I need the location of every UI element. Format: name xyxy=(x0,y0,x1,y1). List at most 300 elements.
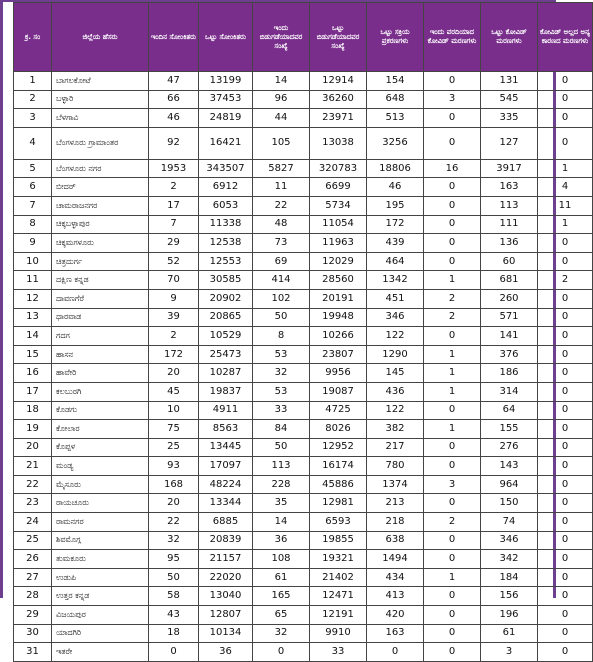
total-deaths-cell: 141 xyxy=(481,327,538,346)
total-cases-cell: 6912 xyxy=(199,178,253,197)
total-deaths-cell: 131 xyxy=(481,72,538,91)
serial-cell: 2 xyxy=(14,90,52,109)
active-cases-cell: 464 xyxy=(367,252,424,271)
table-row xyxy=(14,531,593,550)
today-discharged-cell: 113 xyxy=(253,457,310,476)
today-deaths-cell: 0 xyxy=(424,109,481,128)
today-discharged-cell: 105 xyxy=(253,127,310,159)
district-cell: ಕಲಬುರಗಿ xyxy=(52,382,149,401)
today-cases-cell: 168 xyxy=(149,475,199,494)
total-discharged-cell: 13038 xyxy=(310,127,367,159)
non-covid-deaths-cell: 0 xyxy=(538,531,593,550)
total-discharged-cell: 19087 xyxy=(310,382,367,401)
today-cases-cell: 7 xyxy=(149,215,199,234)
total-discharged-cell: 36260 xyxy=(310,90,367,109)
serial-cell: 15 xyxy=(14,345,52,364)
total-deaths-cell: 60 xyxy=(481,252,538,271)
total-cases-cell: 6885 xyxy=(199,513,253,532)
header-serial: ಕ್ರ. ಸಂ xyxy=(14,3,52,72)
active-cases-cell: 218 xyxy=(367,513,424,532)
active-cases-cell: 638 xyxy=(367,531,424,550)
today-deaths-cell: 2 xyxy=(424,308,481,327)
total-deaths-cell: 681 xyxy=(481,271,538,290)
today-cases-cell: 45 xyxy=(149,382,199,401)
table-row xyxy=(14,438,593,457)
today-deaths-cell: 0 xyxy=(424,550,481,569)
active-cases-cell: 439 xyxy=(367,234,424,253)
today-deaths-cell: 0 xyxy=(424,234,481,253)
district-cell: ರಾಮನಗರ xyxy=(52,513,149,532)
total-cases-cell: 13199 xyxy=(199,72,253,91)
today-deaths-cell: 0 xyxy=(424,624,481,643)
total-deaths-cell: 61 xyxy=(481,624,538,643)
serial-cell: 11 xyxy=(14,271,52,290)
total-cases-cell: 10134 xyxy=(199,624,253,643)
district-cell: ರಾಯಚೂರು xyxy=(52,494,149,513)
total-cases-cell: 12807 xyxy=(199,606,253,625)
today-discharged-cell: 48 xyxy=(253,215,310,234)
today-cases-cell: 46 xyxy=(149,109,199,128)
district-cell: ಬೆಂಗಳೂರು ನಗರ xyxy=(52,159,149,178)
total-deaths-cell: 196 xyxy=(481,606,538,625)
today-discharged-cell: 36 xyxy=(253,531,310,550)
header-today-deaths: ಇಂದು ವರದಿಯಾದ ಕೋವಿಡ್ ಮರಣಗಳು xyxy=(424,3,481,72)
non-covid-deaths-cell: 0 xyxy=(538,457,593,476)
table-row xyxy=(14,215,593,234)
today-deaths-cell: 3 xyxy=(424,90,481,109)
total-cases-cell: 25473 xyxy=(199,345,253,364)
active-cases-cell: 1494 xyxy=(367,550,424,569)
today-cases-cell: 20 xyxy=(149,494,199,513)
today-cases-cell: 52 xyxy=(149,252,199,271)
serial-cell: 19 xyxy=(14,420,52,439)
total-deaths-cell: 113 xyxy=(481,196,538,215)
total-cases-cell: 11338 xyxy=(199,215,253,234)
today-discharged-cell: 102 xyxy=(253,289,310,308)
total-discharged-cell: 9956 xyxy=(310,364,367,383)
non-covid-deaths-cell: 0 xyxy=(538,401,593,420)
active-cases-cell: 382 xyxy=(367,420,424,439)
active-cases-cell: 451 xyxy=(367,289,424,308)
serial-cell: 14 xyxy=(14,327,52,346)
header-total-discharged: ಒಟ್ಟು ಬಿಡುಗಡೆಯಾದವರ ಸಂಖ್ಯೆ xyxy=(310,3,367,72)
total-deaths-cell: 184 xyxy=(481,568,538,587)
district-cell: ತುಮಕೂರು xyxy=(52,550,149,569)
today-cases-cell: 22 xyxy=(149,513,199,532)
table-row xyxy=(14,587,593,606)
non-covid-deaths-cell: 0 xyxy=(538,289,593,308)
header-non-covid-deaths: ಕೋವಿಡ್ ಅಲ್ಲದ ಅನ್ಯ ಕಾರಣದ ಮರಣಗಳು xyxy=(538,3,593,72)
serial-cell: 25 xyxy=(14,531,52,550)
total-cases-cell: 343507 xyxy=(199,159,253,178)
district-cell: ಬೀದರ್ xyxy=(52,178,149,197)
today-discharged-cell: 33 xyxy=(253,401,310,420)
today-deaths-cell: 0 xyxy=(424,127,481,159)
serial-cell: 20 xyxy=(14,438,52,457)
today-discharged-cell: 50 xyxy=(253,308,310,327)
serial-cell: 23 xyxy=(14,494,52,513)
today-discharged-cell: 8 xyxy=(253,327,310,346)
total-cases-cell: 36 xyxy=(199,643,253,662)
today-cases-cell: 9 xyxy=(149,289,199,308)
header-today-discharged: ಇಂದು ಬಿಡುಗಡೆಯಾದವರ ಸಂಖ್ಯೆ xyxy=(253,3,310,72)
total-discharged-cell: 19948 xyxy=(310,308,367,327)
active-cases-cell: 648 xyxy=(367,90,424,109)
active-cases-cell: 420 xyxy=(367,606,424,625)
total-cases-cell: 12538 xyxy=(199,234,253,253)
total-cases-cell: 30585 xyxy=(199,271,253,290)
district-covid-table xyxy=(13,2,593,662)
serial-cell: 21 xyxy=(14,457,52,476)
district-cell: ಚಿಕ್ಕಬಳ್ಳಾಪುರ xyxy=(52,215,149,234)
total-discharged-cell: 11054 xyxy=(310,215,367,234)
serial-cell: 24 xyxy=(14,513,52,532)
total-deaths-cell: 186 xyxy=(481,364,538,383)
total-deaths-cell: 545 xyxy=(481,90,538,109)
table-row xyxy=(14,72,593,91)
total-deaths-cell: 260 xyxy=(481,289,538,308)
today-deaths-cell: 1 xyxy=(424,420,481,439)
non-covid-deaths-cell: 0 xyxy=(538,308,593,327)
total-deaths-cell: 571 xyxy=(481,308,538,327)
today-deaths-cell: 0 xyxy=(424,606,481,625)
serial-cell: 10 xyxy=(14,252,52,271)
district-cell: ವಿಜಯಪುರ xyxy=(52,606,149,625)
serial-cell: 12 xyxy=(14,289,52,308)
serial-cell: 5 xyxy=(14,159,52,178)
non-covid-deaths-cell: 4 xyxy=(538,178,593,197)
today-discharged-cell: 96 xyxy=(253,90,310,109)
today-deaths-cell: 1 xyxy=(424,364,481,383)
today-deaths-cell: 0 xyxy=(424,215,481,234)
today-discharged-cell: 35 xyxy=(253,494,310,513)
table-row xyxy=(14,252,593,271)
today-discharged-cell: 53 xyxy=(253,382,310,401)
total-cases-cell: 37453 xyxy=(199,90,253,109)
table-row xyxy=(14,457,593,476)
today-cases-cell: 172 xyxy=(149,345,199,364)
total-deaths-cell: 314 xyxy=(481,382,538,401)
non-covid-deaths-cell: 11 xyxy=(538,196,593,215)
total-cases-cell: 48224 xyxy=(199,475,253,494)
non-covid-deaths-cell: 1 xyxy=(538,215,593,234)
table-row xyxy=(14,475,593,494)
total-discharged-cell: 4725 xyxy=(310,401,367,420)
total-deaths-cell: 64 xyxy=(481,401,538,420)
total-deaths-cell: 376 xyxy=(481,345,538,364)
table-row xyxy=(14,127,593,159)
district-cell: ಬೆಂಗಳೂರು ಗ್ರಾಮಾಂತರ xyxy=(52,127,149,159)
district-cell: ಶಿವಮೊಗ್ಗ xyxy=(52,531,149,550)
active-cases-cell: 1290 xyxy=(367,345,424,364)
non-covid-deaths-cell: 0 xyxy=(538,420,593,439)
district-cell: ಮಂಡ್ಯ xyxy=(52,457,149,476)
today-cases-cell: 1953 xyxy=(149,159,199,178)
total-cases-cell: 20839 xyxy=(199,531,253,550)
total-deaths-cell: 74 xyxy=(481,513,538,532)
serial-cell: 1 xyxy=(14,72,52,91)
total-cases-cell: 13040 xyxy=(199,587,253,606)
table-row xyxy=(14,308,593,327)
today-deaths-cell: 2 xyxy=(424,513,481,532)
today-discharged-cell: 73 xyxy=(253,234,310,253)
total-discharged-cell: 9910 xyxy=(310,624,367,643)
district-cell: ಕೊಪ್ಪಳ xyxy=(52,438,149,457)
serial-cell: 6 xyxy=(14,178,52,197)
table-row xyxy=(14,159,593,178)
today-discharged-cell: 5827 xyxy=(253,159,310,178)
active-cases-cell: 213 xyxy=(367,494,424,513)
non-covid-deaths-cell: 0 xyxy=(538,234,593,253)
district-cell: ಇತರೇ xyxy=(52,643,149,662)
total-deaths-cell: 276 xyxy=(481,438,538,457)
district-cell: ದಕ್ಷಿಣ ಕನ್ನಡ xyxy=(52,271,149,290)
today-discharged-cell: 69 xyxy=(253,252,310,271)
total-discharged-cell: 19321 xyxy=(310,550,367,569)
table-row xyxy=(14,401,593,420)
district-cell: ಮೈಸೂರು xyxy=(52,475,149,494)
non-covid-deaths-cell: 0 xyxy=(538,568,593,587)
today-discharged-cell: 11 xyxy=(253,178,310,197)
today-cases-cell: 66 xyxy=(149,90,199,109)
table-row xyxy=(14,643,593,662)
header-row xyxy=(14,3,593,72)
total-cases-cell: 20865 xyxy=(199,308,253,327)
total-discharged-cell: 16174 xyxy=(310,457,367,476)
total-deaths-cell: 3 xyxy=(481,643,538,662)
today-deaths-cell: 16 xyxy=(424,159,481,178)
non-covid-deaths-cell: 0 xyxy=(538,606,593,625)
table-row xyxy=(14,289,593,308)
today-discharged-cell: 61 xyxy=(253,568,310,587)
non-covid-deaths-cell: 0 xyxy=(538,72,593,91)
today-deaths-cell: 2 xyxy=(424,289,481,308)
total-cases-cell: 20902 xyxy=(199,289,253,308)
table-row xyxy=(14,420,593,439)
non-covid-deaths-cell: 0 xyxy=(538,382,593,401)
serial-cell: 27 xyxy=(14,568,52,587)
total-discharged-cell: 20191 xyxy=(310,289,367,308)
active-cases-cell: 195 xyxy=(367,196,424,215)
today-cases-cell: 75 xyxy=(149,420,199,439)
total-deaths-cell: 155 xyxy=(481,420,538,439)
total-deaths-cell: 342 xyxy=(481,550,538,569)
today-deaths-cell: 0 xyxy=(424,401,481,420)
total-discharged-cell: 21402 xyxy=(310,568,367,587)
district-cell: ಹಾವೇರಿ xyxy=(52,364,149,383)
total-deaths-cell: 143 xyxy=(481,457,538,476)
total-cases-cell: 19837 xyxy=(199,382,253,401)
active-cases-cell: 436 xyxy=(367,382,424,401)
non-covid-deaths-cell: 0 xyxy=(538,127,593,159)
today-discharged-cell: 228 xyxy=(253,475,310,494)
table-row xyxy=(14,271,593,290)
table-row xyxy=(14,345,593,364)
today-discharged-cell: 65 xyxy=(253,606,310,625)
today-cases-cell: 93 xyxy=(149,457,199,476)
active-cases-cell: 172 xyxy=(367,215,424,234)
serial-cell: 8 xyxy=(14,215,52,234)
total-cases-cell: 16421 xyxy=(199,127,253,159)
total-deaths-cell: 163 xyxy=(481,178,538,197)
total-discharged-cell: 10266 xyxy=(310,327,367,346)
active-cases-cell: 217 xyxy=(367,438,424,457)
table-row xyxy=(14,196,593,215)
today-deaths-cell: 0 xyxy=(424,196,481,215)
today-cases-cell: 95 xyxy=(149,550,199,569)
today-cases-cell: 50 xyxy=(149,568,199,587)
total-deaths-cell: 150 xyxy=(481,494,538,513)
table-row xyxy=(14,550,593,569)
today-cases-cell: 18 xyxy=(149,624,199,643)
district-cell: ದಾವಣಗೆರೆ xyxy=(52,289,149,308)
district-cell: ಬಳ್ಳಾರಿ xyxy=(52,90,149,109)
total-cases-cell: 17097 xyxy=(199,457,253,476)
today-discharged-cell: 14 xyxy=(253,513,310,532)
district-cell: ಉಡುಪಿ xyxy=(52,568,149,587)
active-cases-cell: 0 xyxy=(367,643,424,662)
serial-cell: 17 xyxy=(14,382,52,401)
non-covid-deaths-cell: 0 xyxy=(538,587,593,606)
table-row xyxy=(14,364,593,383)
today-discharged-cell: 108 xyxy=(253,550,310,569)
today-discharged-cell: 22 xyxy=(253,196,310,215)
today-cases-cell: 29 xyxy=(149,234,199,253)
total-discharged-cell: 8026 xyxy=(310,420,367,439)
total-cases-cell: 4911 xyxy=(199,401,253,420)
district-cell: ಚಾಮರಾಜನಗರ xyxy=(52,196,149,215)
serial-cell: 7 xyxy=(14,196,52,215)
active-cases-cell: 513 xyxy=(367,109,424,128)
total-discharged-cell: 28560 xyxy=(310,271,367,290)
today-deaths-cell: 0 xyxy=(424,457,481,476)
header-active-cases: ಒಟ್ಟು ಸಕ್ರಿಯ ಪ್ರಕರಣಗಳು xyxy=(367,3,424,72)
serial-cell: 28 xyxy=(14,587,52,606)
total-discharged-cell: 45886 xyxy=(310,475,367,494)
active-cases-cell: 154 xyxy=(367,72,424,91)
today-discharged-cell: 0 xyxy=(253,643,310,662)
today-deaths-cell: 1 xyxy=(424,382,481,401)
today-deaths-cell: 0 xyxy=(424,494,481,513)
today-deaths-cell: 0 xyxy=(424,438,481,457)
total-cases-cell: 6053 xyxy=(199,196,253,215)
total-deaths-cell: 136 xyxy=(481,234,538,253)
active-cases-cell: 46 xyxy=(367,178,424,197)
total-deaths-cell: 335 xyxy=(481,109,538,128)
table-row xyxy=(14,624,593,643)
district-cell: ಬೆಳಗಾವಿ xyxy=(52,109,149,128)
total-deaths-cell: 156 xyxy=(481,587,538,606)
active-cases-cell: 1374 xyxy=(367,475,424,494)
today-cases-cell: 17 xyxy=(149,196,199,215)
district-cell: ಕೊಡಗು xyxy=(52,401,149,420)
serial-cell: 18 xyxy=(14,401,52,420)
total-discharged-cell: 12952 xyxy=(310,438,367,457)
serial-cell: 4 xyxy=(14,127,52,159)
table-row xyxy=(14,178,593,197)
today-discharged-cell: 53 xyxy=(253,345,310,364)
today-cases-cell: 10 xyxy=(149,401,199,420)
non-covid-deaths-cell: 1 xyxy=(538,159,593,178)
non-covid-deaths-cell: 0 xyxy=(538,364,593,383)
total-deaths-cell: 3917 xyxy=(481,159,538,178)
non-covid-deaths-cell: 0 xyxy=(538,475,593,494)
total-deaths-cell: 111 xyxy=(481,215,538,234)
serial-cell: 9 xyxy=(14,234,52,253)
today-discharged-cell: 165 xyxy=(253,587,310,606)
today-cases-cell: 47 xyxy=(149,72,199,91)
today-deaths-cell: 0 xyxy=(424,72,481,91)
total-cases-cell: 13344 xyxy=(199,494,253,513)
today-cases-cell: 92 xyxy=(149,127,199,159)
non-covid-deaths-cell: 0 xyxy=(538,109,593,128)
district-cell: ಕೋಲಾರ xyxy=(52,420,149,439)
serial-cell: 26 xyxy=(14,550,52,569)
table-row xyxy=(14,494,593,513)
today-cases-cell: 2 xyxy=(149,327,199,346)
header-total-deaths: ಒಟ್ಟು ಕೋವಿಡ್ ಮರಣಗಳು xyxy=(481,3,538,72)
non-covid-deaths-cell: 0 xyxy=(538,327,593,346)
table-row xyxy=(14,568,593,587)
today-deaths-cell: 1 xyxy=(424,345,481,364)
serial-cell: 3 xyxy=(14,109,52,128)
today-deaths-cell: 0 xyxy=(424,643,481,662)
non-covid-deaths-cell: 0 xyxy=(538,90,593,109)
active-cases-cell: 1342 xyxy=(367,271,424,290)
today-cases-cell: 70 xyxy=(149,271,199,290)
active-cases-cell: 780 xyxy=(367,457,424,476)
active-cases-cell: 346 xyxy=(367,308,424,327)
active-cases-cell: 18806 xyxy=(367,159,424,178)
non-covid-deaths-cell: 0 xyxy=(538,438,593,457)
active-cases-cell: 3256 xyxy=(367,127,424,159)
district-cell: ಧಾರವಾಡ xyxy=(52,308,149,327)
active-cases-cell: 434 xyxy=(367,568,424,587)
today-deaths-cell: 0 xyxy=(424,531,481,550)
non-covid-deaths-cell: 0 xyxy=(538,624,593,643)
today-deaths-cell: 0 xyxy=(424,587,481,606)
today-cases-cell: 25 xyxy=(149,438,199,457)
header-district: ಜಿಲ್ಲೆಯ ಹೆಸರು xyxy=(52,3,149,72)
serial-cell: 30 xyxy=(14,624,52,643)
today-deaths-cell: 1 xyxy=(424,271,481,290)
table-row xyxy=(14,109,593,128)
today-deaths-cell: 3 xyxy=(424,475,481,494)
active-cases-cell: 413 xyxy=(367,587,424,606)
today-deaths-cell: 0 xyxy=(424,178,481,197)
total-cases-cell: 8563 xyxy=(199,420,253,439)
total-discharged-cell: 12981 xyxy=(310,494,367,513)
table-row xyxy=(14,327,593,346)
non-covid-deaths-cell: 0 xyxy=(538,252,593,271)
total-deaths-cell: 346 xyxy=(481,531,538,550)
serial-cell: 22 xyxy=(14,475,52,494)
table-row xyxy=(14,234,593,253)
total-discharged-cell: 6593 xyxy=(310,513,367,532)
total-discharged-cell: 320783 xyxy=(310,159,367,178)
total-discharged-cell: 23971 xyxy=(310,109,367,128)
non-covid-deaths-cell: 2 xyxy=(538,271,593,290)
total-cases-cell: 10287 xyxy=(199,364,253,383)
today-cases-cell: 20 xyxy=(149,364,199,383)
district-cell: ಚಿತ್ರದುರ್ಗ xyxy=(52,252,149,271)
total-discharged-cell: 5734 xyxy=(310,196,367,215)
non-covid-deaths-cell: 0 xyxy=(538,494,593,513)
total-cases-cell: 13445 xyxy=(199,438,253,457)
active-cases-cell: 122 xyxy=(367,401,424,420)
today-discharged-cell: 44 xyxy=(253,109,310,128)
today-deaths-cell: 1 xyxy=(424,568,481,587)
